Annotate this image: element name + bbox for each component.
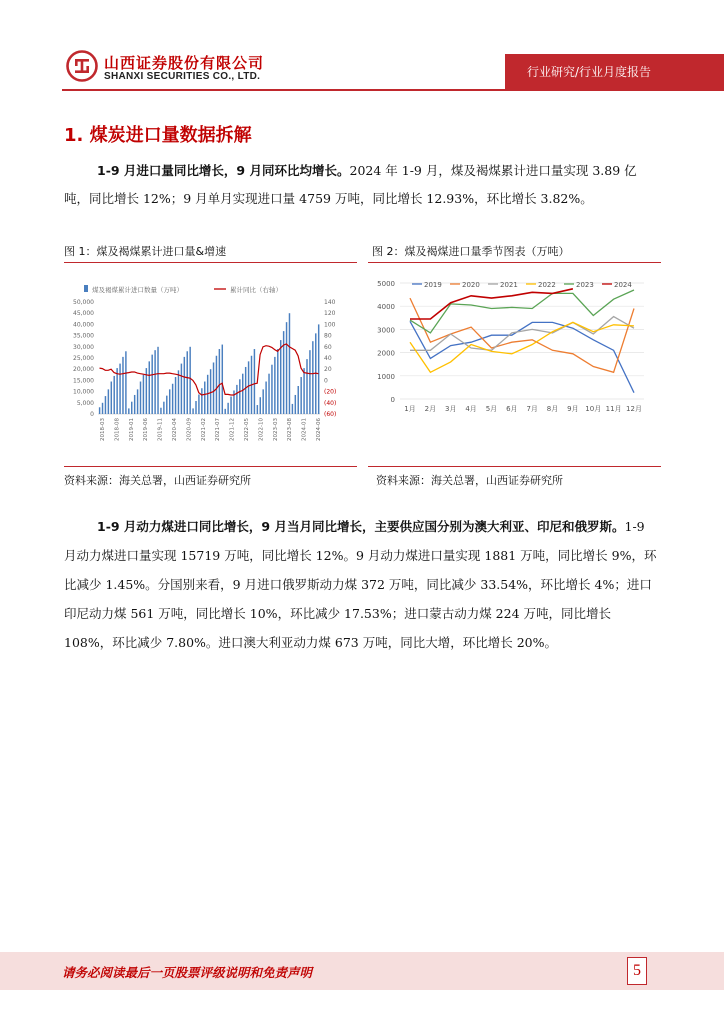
paragraph-lead: 1-9 月进口量同比增长，9 月同环比均增长。 [97,163,350,178]
import-bar [128,408,129,414]
x-axis-tick-label: 2020-04 [172,418,178,441]
figure2-bottom-rule [368,466,661,467]
header-divider [62,89,724,91]
right-axis-tick-label: 120 [324,310,336,318]
footer-disclaimer: 请务必阅读最后一页股票评级说明和免责声明 [62,965,313,980]
import-bar [192,408,193,414]
left-axis-tick-label: 20,000 [73,366,94,374]
x-axis-tick-label: 2021-02 [200,418,207,441]
import-bar [227,403,228,414]
import-bar [102,403,103,414]
left-axis-tick-label: 5,000 [76,399,94,407]
import-bar [222,345,223,414]
import-bar [318,324,319,414]
left-axis-tick-label: 25,000 [73,355,94,362]
left-axis-tick-label: 50,000 [73,299,94,306]
x-axis-tick-label: 9月 [567,405,579,413]
left-axis-tick-label: 30,000 [73,343,94,351]
import-bar [242,374,243,414]
right-axis-tick-label: 100 [324,321,336,329]
figure1-source: 资料来源：海关总署，山西证券研究所 [64,474,251,487]
import-bar [189,347,190,414]
x-axis-tick-label: 2月 [424,405,437,413]
shanxi-securities-logo-icon [66,50,98,82]
x-axis-tick-label: 2019-06 [143,418,150,441]
paragraph-lead: 1-9 月动力煤进口同比增长，9 月当月同比增长，主要供应国分别为澳大利亚、印尼和俄罗斯。 [97,519,625,534]
left-axis-tick-label: 40,000 [73,321,94,329]
import-bar [257,405,258,414]
right-axis-tick-label: (60) [324,411,337,418]
import-bar [298,386,299,414]
x-axis-tick-label: 2018-08 [114,418,121,441]
import-bar [125,351,126,414]
figure2-top-rule [368,262,661,263]
import-bar [187,351,188,414]
import-bar [149,361,150,414]
paragraph-body: 2024 年 1-9 月，煤及褐煤累计进口量实现 3.89 亿吨，同比增长 12%；9 月单月实现进口量 4759 万吨，同比增长 12.93%，环比增长 3.82%。 [64,163,637,206]
import-bar [137,389,138,414]
left-axis-tick-label: 15,000 [73,377,94,385]
import-bar [300,377,301,414]
import-bar [230,397,231,414]
import-bar [289,313,290,414]
right-axis-tick-label: 20 [324,366,332,374]
figure2-title: 图 2：煤及褐煤进口量季节图表（万吨） [372,245,570,258]
figure1-title: 图 1：煤及褐煤累计进口量&增速 [64,245,227,258]
import-bar [303,368,304,414]
legend-label-2023: 2023 [576,281,594,289]
import-bar [131,402,132,414]
import-bar [195,401,196,414]
x-axis-tick-label: 2019-11 [157,418,164,441]
page-header [0,0,724,96]
x-axis-tick-label: 2018-03 [100,418,106,441]
y-axis-tick-label: 2000 [377,349,395,358]
x-axis-tick-label: 2023-08 [287,418,294,441]
import-bar [312,341,313,414]
right-axis-tick-label: 140 [324,299,336,306]
import-bar [216,356,217,414]
x-axis-tick-label: 5月 [485,405,498,413]
figure2-chart [368,266,661,464]
paragraph-body: 1-9 月动力煤进口量实现 15719 万吨，同比增长 12%。9 月动力煤进口量实现 1881 万吨，同比增长 9%，环比减少 1.45%。分国别来看，9 月进口俄罗斯动力煤 372 万吨，同比减少 33.54%，环比增长 4%；进口印尼动力煤 561 万吨，同比增长 10%，环比减少 17.53%；进口蒙古动力煤 224 万吨，同比增长 108%，环比减少 7.80%。进口澳大利亚动力煤 673 万吨，同比大增，环比增长 20%。 [64,519,657,650]
import-bar [239,379,240,414]
import-bar [157,347,158,414]
legend-label-2022: 2022 [538,281,556,289]
import-bar [122,357,123,414]
x-axis-tick-label: 12月 [626,405,642,413]
x-axis-tick-label: 4月 [465,405,477,413]
series-line-2022 [410,322,634,372]
import-bar [175,377,176,414]
y-axis-tick-label: 3000 [377,326,395,335]
import-bar [260,397,261,414]
import-bar [292,404,293,414]
right-axis-tick-label: 40 [324,355,332,362]
left-axis-tick-label: 0 [90,411,94,418]
x-axis-tick-label: 2021-07 [215,418,222,441]
growth-line [100,344,319,395]
x-axis-tick-label: 11月 [605,405,622,413]
x-axis-tick-label: 10月 [585,405,602,413]
left-axis-tick-label: 35,000 [73,332,94,340]
legend-label-2024: 2024 [614,281,632,289]
import-bar [154,350,155,414]
right-axis-tick-label: 60 [324,343,332,351]
import-bar [169,389,170,414]
left-axis-tick-label: 45,000 [73,310,94,318]
y-axis-tick-label: 1000 [377,372,395,381]
import-bar [116,368,117,414]
series-line-2023 [410,290,634,333]
x-axis-tick-label: 6月 [506,405,518,413]
import-bar [271,365,272,414]
import-bar [309,350,310,414]
import-bar [151,355,152,414]
right-axis-tick-label: 80 [324,332,332,340]
import-bar [277,349,278,414]
import-bar [198,395,199,414]
x-axis-tick-label: 2022-05 [244,418,250,441]
import-bar [134,395,135,414]
x-axis-tick-label: 7月 [526,405,538,413]
company-name-en: SHANXI SECURITIES CO., LTD. [104,71,261,82]
right-axis-tick-label: (20) [324,388,337,396]
left-axis-tick-label: 10,000 [73,388,94,396]
x-axis-tick-label: 8月 [546,405,559,413]
import-bar [108,389,109,414]
right-axis-tick-label: 0 [324,377,328,385]
import-bar [111,382,112,414]
legend-label-2020: 2020 [462,281,480,289]
series-line-2021 [410,317,634,351]
import-bar [160,408,161,414]
import-bar [119,364,120,414]
series-line-2024 [410,289,573,319]
x-axis-tick-label: 1月 [404,405,416,413]
import-bar [140,382,141,414]
import-bar [210,369,211,414]
x-axis-tick-label: 2020-09 [186,418,193,441]
legend-label-2021: 2021 [500,281,518,289]
import-bar [274,357,275,414]
paragraph-import-summary [64,157,660,213]
x-axis-tick-label: 2022-10 [258,418,265,441]
import-bar [224,409,225,414]
import-bar [105,396,106,414]
import-bar [178,370,179,414]
import-bar [99,407,100,414]
import-bar [254,349,255,414]
import-bar [245,367,246,414]
import-bar [184,357,185,414]
x-axis-tick-label: 2023-03 [272,418,279,441]
report-category: 行业研究/行业月度报告 [505,54,724,90]
import-bar [213,362,214,414]
import-bar [265,382,266,414]
paragraph-thermal-coal [64,512,660,657]
import-bar [172,384,173,414]
import-bar [166,396,167,414]
import-bar [295,395,296,414]
import-bar [280,340,281,414]
company-name-cn: 山西证券股份有限公司 [104,54,265,72]
x-axis-tick-label: 2024-01 [301,418,308,441]
figure1-top-rule [64,262,357,263]
section-title: 1. 煤炭进口量数据拆解 [64,125,252,146]
legend-bar-label: 煤及褐煤累计进口数量（万吨） [92,286,183,294]
figure1-bottom-rule [64,466,357,467]
import-bar [306,359,307,414]
import-bar [283,331,284,414]
right-axis-tick-label: (40) [324,399,337,407]
import-bar [248,361,249,414]
figure1-chart [64,266,357,464]
y-axis-tick-label: 4000 [377,303,395,312]
x-axis-tick-label: 2019-01 [128,418,135,441]
import-bar [262,389,263,414]
import-bar [236,385,237,414]
x-axis-tick-label: 2021-12 [229,418,236,441]
import-bar [268,374,269,414]
series-line-2019 [410,321,634,392]
import-bar [143,375,144,414]
import-bar [181,364,182,414]
import-bar [219,349,220,414]
legend-line-label: 累计同比（右轴） [230,286,282,294]
figure2-source: 资料来源：海关总署，山西证券研究所 [376,474,563,487]
x-axis-tick-label: 2024-06 [316,418,322,441]
page-number: 5 [627,957,647,985]
import-bar [163,402,164,414]
y-axis-tick-label: 5000 [377,280,395,288]
legend-bar-swatch [84,285,88,292]
import-bar [286,322,287,414]
y-axis-tick-label: 0 [390,396,395,404]
import-bar [201,388,202,414]
legend-label-2019: 2019 [424,281,442,289]
import-bar [204,382,205,414]
x-axis-tick-label: 3月 [444,405,457,413]
import-bar [113,376,114,414]
